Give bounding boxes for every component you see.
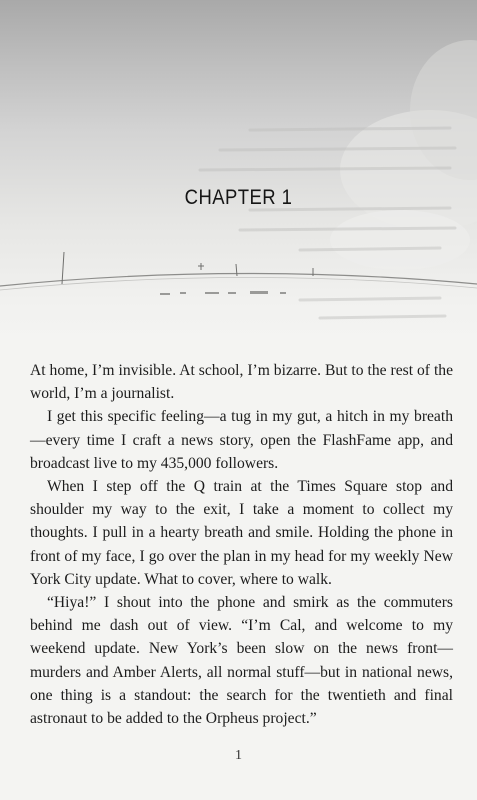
paragraph: “Hiya!” I shout into the phone and smirk as the commuters behind me dash out of view. “I’m Cal, and welcome to my weekend update. New York’s been slow on the news front—murders and Amber Alerts, all normal stuff—but in national news, one thing is a standout: the search for the twentieth and final astronaut to be added to the Orpheus project.” — [30, 594, 453, 728]
paragraph: I get this specific feeling—a tug in my gut, a hitch in my breath—every time I craft a news story, open the FlashFame app, and broadcast live to my 435,000 followers. — [30, 408, 453, 472]
chapter-heading: CHAPTER 1 — [184, 186, 293, 209]
paragraph: At home, I’m invisible. At school, I’m bizarre. But to the rest of the world, I’m a journalist. — [30, 362, 453, 403]
chapter-body — [30, 359, 453, 730]
page-number: 1 — [235, 748, 242, 763]
header-illustration — [0, 0, 477, 330]
paragraph: When I step off the Q train at the Times Square stop and shoulder my way to the exit, I take a moment to collect my thoughts. I pull in a hearty breath and smile. Holding the phone in front of my face, I go over the plan in my head for my weekly New York City update. What to cover, where to walk. — [30, 478, 453, 588]
